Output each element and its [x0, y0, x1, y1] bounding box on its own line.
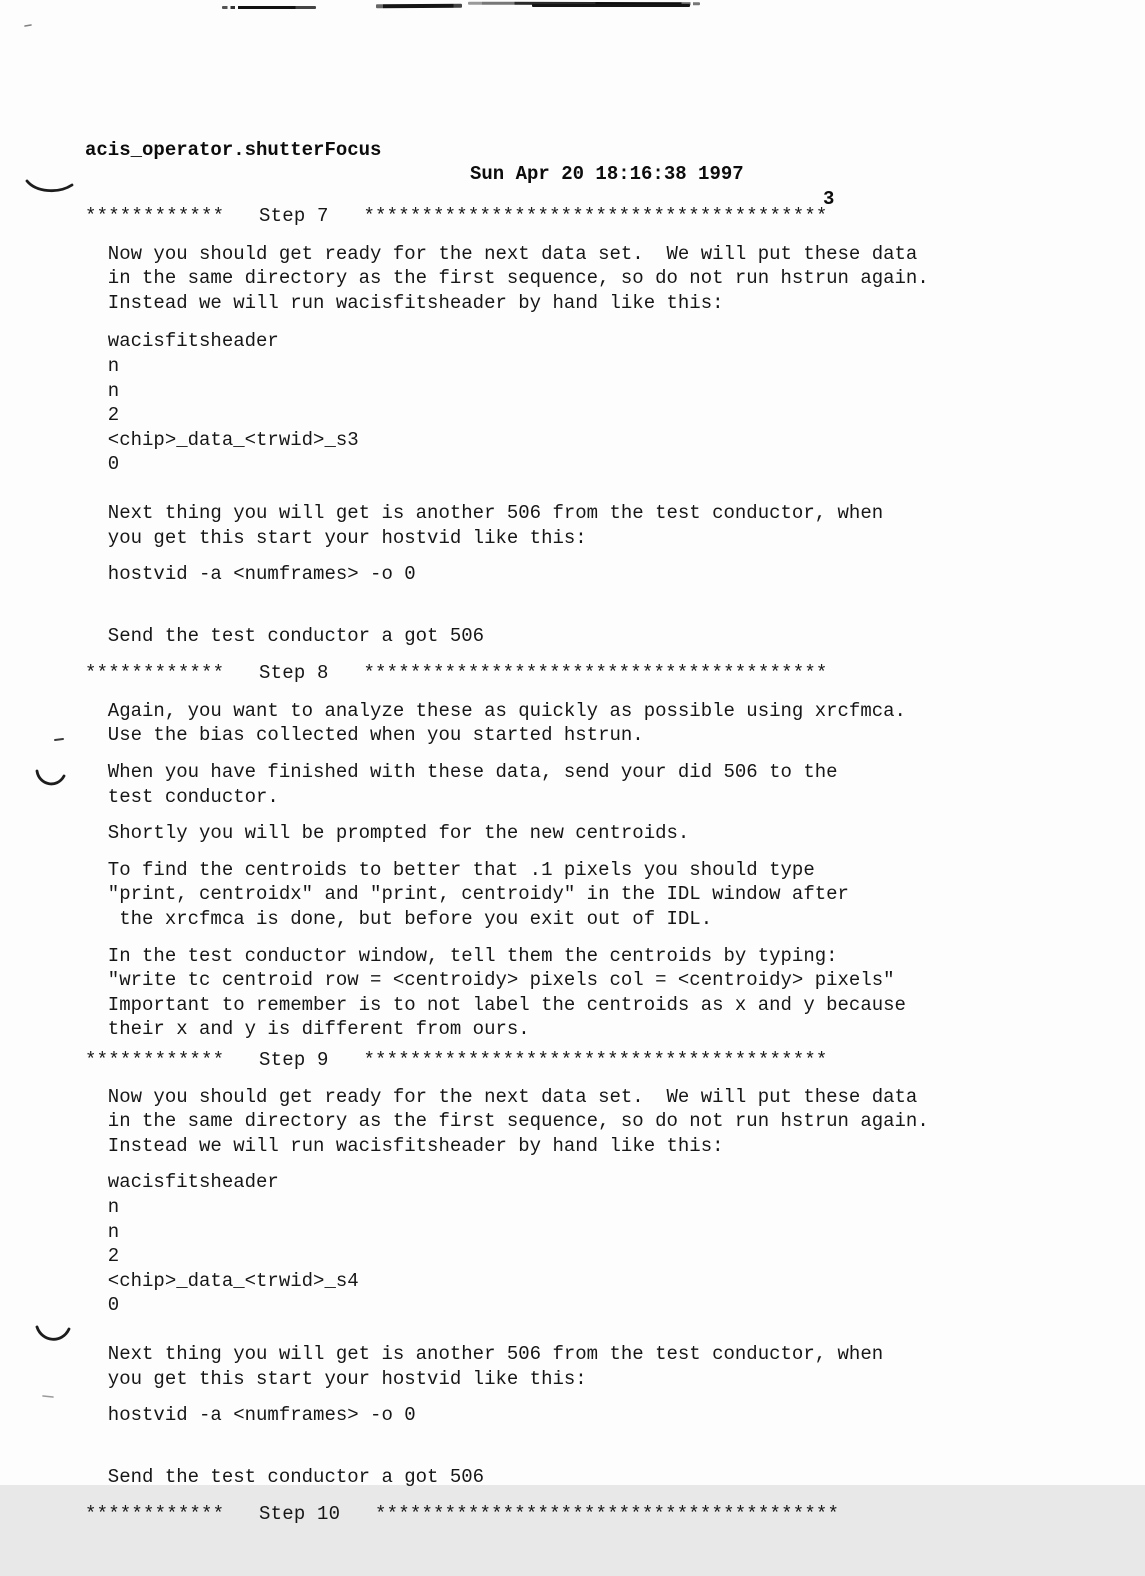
handwritten-check-mark: [37, 771, 64, 784]
paragraph-block: [85, 242, 1115, 316]
text-line: To find the centroids to better that .1 pixels you should type: [85, 858, 815, 881]
paragraph-block: [85, 760, 1115, 809]
text-line: Instead we will run wacisfitsheader by hand like this:: [85, 1134, 724, 1157]
scan-artifact: [532, 4, 690, 7]
text-line: in the same directory as the first sequence, so do not run hstrun again.: [85, 1110, 929, 1133]
paragraph-block: [85, 501, 1115, 550]
pen-dash-mark: [43, 1396, 53, 1397]
text-line: Now you should get ready for the next data set. We will put these data: [85, 242, 918, 265]
text-line: wacisfitsheader: [85, 1171, 279, 1194]
text-line: in the same directory as the first sequence, so do not run hstrun again.: [85, 267, 929, 290]
text-line: ************ Step 8 ****************************************: [85, 662, 828, 685]
text-line: n: [85, 379, 120, 402]
text-line: "print, centroidx" and "print, centroidy" in the IDL window after: [85, 883, 849, 906]
scan-artifact: [222, 6, 316, 9]
text-line: n: [85, 354, 120, 377]
pen-dot-mark: [25, 25, 31, 26]
text-line: <chip>_data_<trwid>_s4: [85, 1269, 359, 1292]
code-block: [85, 1170, 1115, 1318]
text-line: Use the bias collected when you started hstrun.: [85, 724, 644, 747]
page-header: [85, 113, 1115, 210]
text-line: their x and y is different from ours.: [85, 1018, 530, 1041]
scan-artifact: [376, 4, 462, 9]
text-line: Shortly you will be prompted for the new centroids.: [85, 822, 690, 845]
paragraph-block: [85, 944, 1115, 1042]
paragraph-block: [85, 821, 1115, 846]
page-datetime: Sun Apr 20 18:16:38 1997: [470, 163, 744, 186]
paragraph-block: [85, 858, 1115, 932]
step-divider: [85, 1048, 1115, 1073]
document-body: [85, 204, 1115, 1527]
handwritten-check-mark: [27, 181, 72, 191]
text-line: When you have finished with these data, send your did 506 to the: [85, 761, 838, 784]
text-line: you get this start your hostvid like this:: [85, 526, 587, 549]
text-line: 2: [85, 404, 120, 427]
text-line: n: [85, 1220, 120, 1243]
text-line: Important to remember is to not label the centroids as x and y because: [85, 993, 906, 1016]
paragraph-block: [85, 1085, 1115, 1159]
paragraph-block: [85, 699, 1115, 748]
text-line: hostvid -a <numframes> -o 0: [85, 563, 416, 586]
text-line: ************ Step 7 ****************************************: [85, 204, 828, 227]
step-divider: [85, 204, 1115, 229]
pen-dash-mark: [55, 739, 63, 740]
paragraph-block: [85, 624, 1115, 649]
paragraph-block: [85, 1342, 1115, 1391]
text-line: Send the test conductor a got 506: [85, 1465, 485, 1488]
paragraph-block: [85, 1465, 1115, 1490]
step-divider: [85, 1502, 1115, 1527]
document-title: acis_operator.shutterFocus: [85, 138, 382, 161]
code-block: [85, 329, 1115, 477]
text-line: Instead we will run wacisfitsheader by hand like this:: [85, 291, 724, 314]
handwritten-check-mark: [37, 1327, 69, 1339]
text-line: ************ Step 9 ****************************************: [85, 1049, 828, 1071]
text-line: In the test conductor window, tell them the centroids by typing:: [85, 944, 838, 967]
code-block: [85, 562, 1115, 587]
text-line: test conductor.: [85, 785, 279, 808]
text-line: you get this start your hostvid like this:: [85, 1367, 587, 1390]
text-line: "write tc centroid row = <centroidy> pixels col = <centroidy> pixels": [85, 969, 895, 992]
page-number: 3: [823, 187, 835, 210]
text-line: 0: [85, 453, 120, 476]
text-line: Now you should get ready for the next data set. We will put these data: [85, 1085, 918, 1108]
text-line: ************ Step 10 ****************************************: [85, 1503, 840, 1526]
text-line: Next thing you will get is another 506 from the test conductor, when: [85, 1342, 884, 1365]
text-line: n: [85, 1195, 120, 1218]
text-line: 2: [85, 1245, 120, 1268]
text-line: hostvid -a <numframes> -o 0: [85, 1404, 416, 1427]
code-block: [85, 1403, 1115, 1428]
text-line: Send the test conductor a got 506: [85, 624, 485, 647]
text-line: wacisfitsheader: [85, 330, 279, 353]
document-content: [85, 64, 1115, 1576]
text-line: the xrcfmca is done, but before you exit out of IDL.: [85, 908, 713, 931]
text-line: Next thing you will get is another 506 from the test conductor, when: [85, 501, 884, 524]
text-line: 0: [85, 1294, 120, 1317]
text-line: <chip>_data_<trwid>_s3: [85, 428, 359, 451]
step-divider: [85, 661, 1115, 686]
text-line: Again, you want to analyze these as quickly as possible using xrcfmca.: [85, 699, 906, 722]
